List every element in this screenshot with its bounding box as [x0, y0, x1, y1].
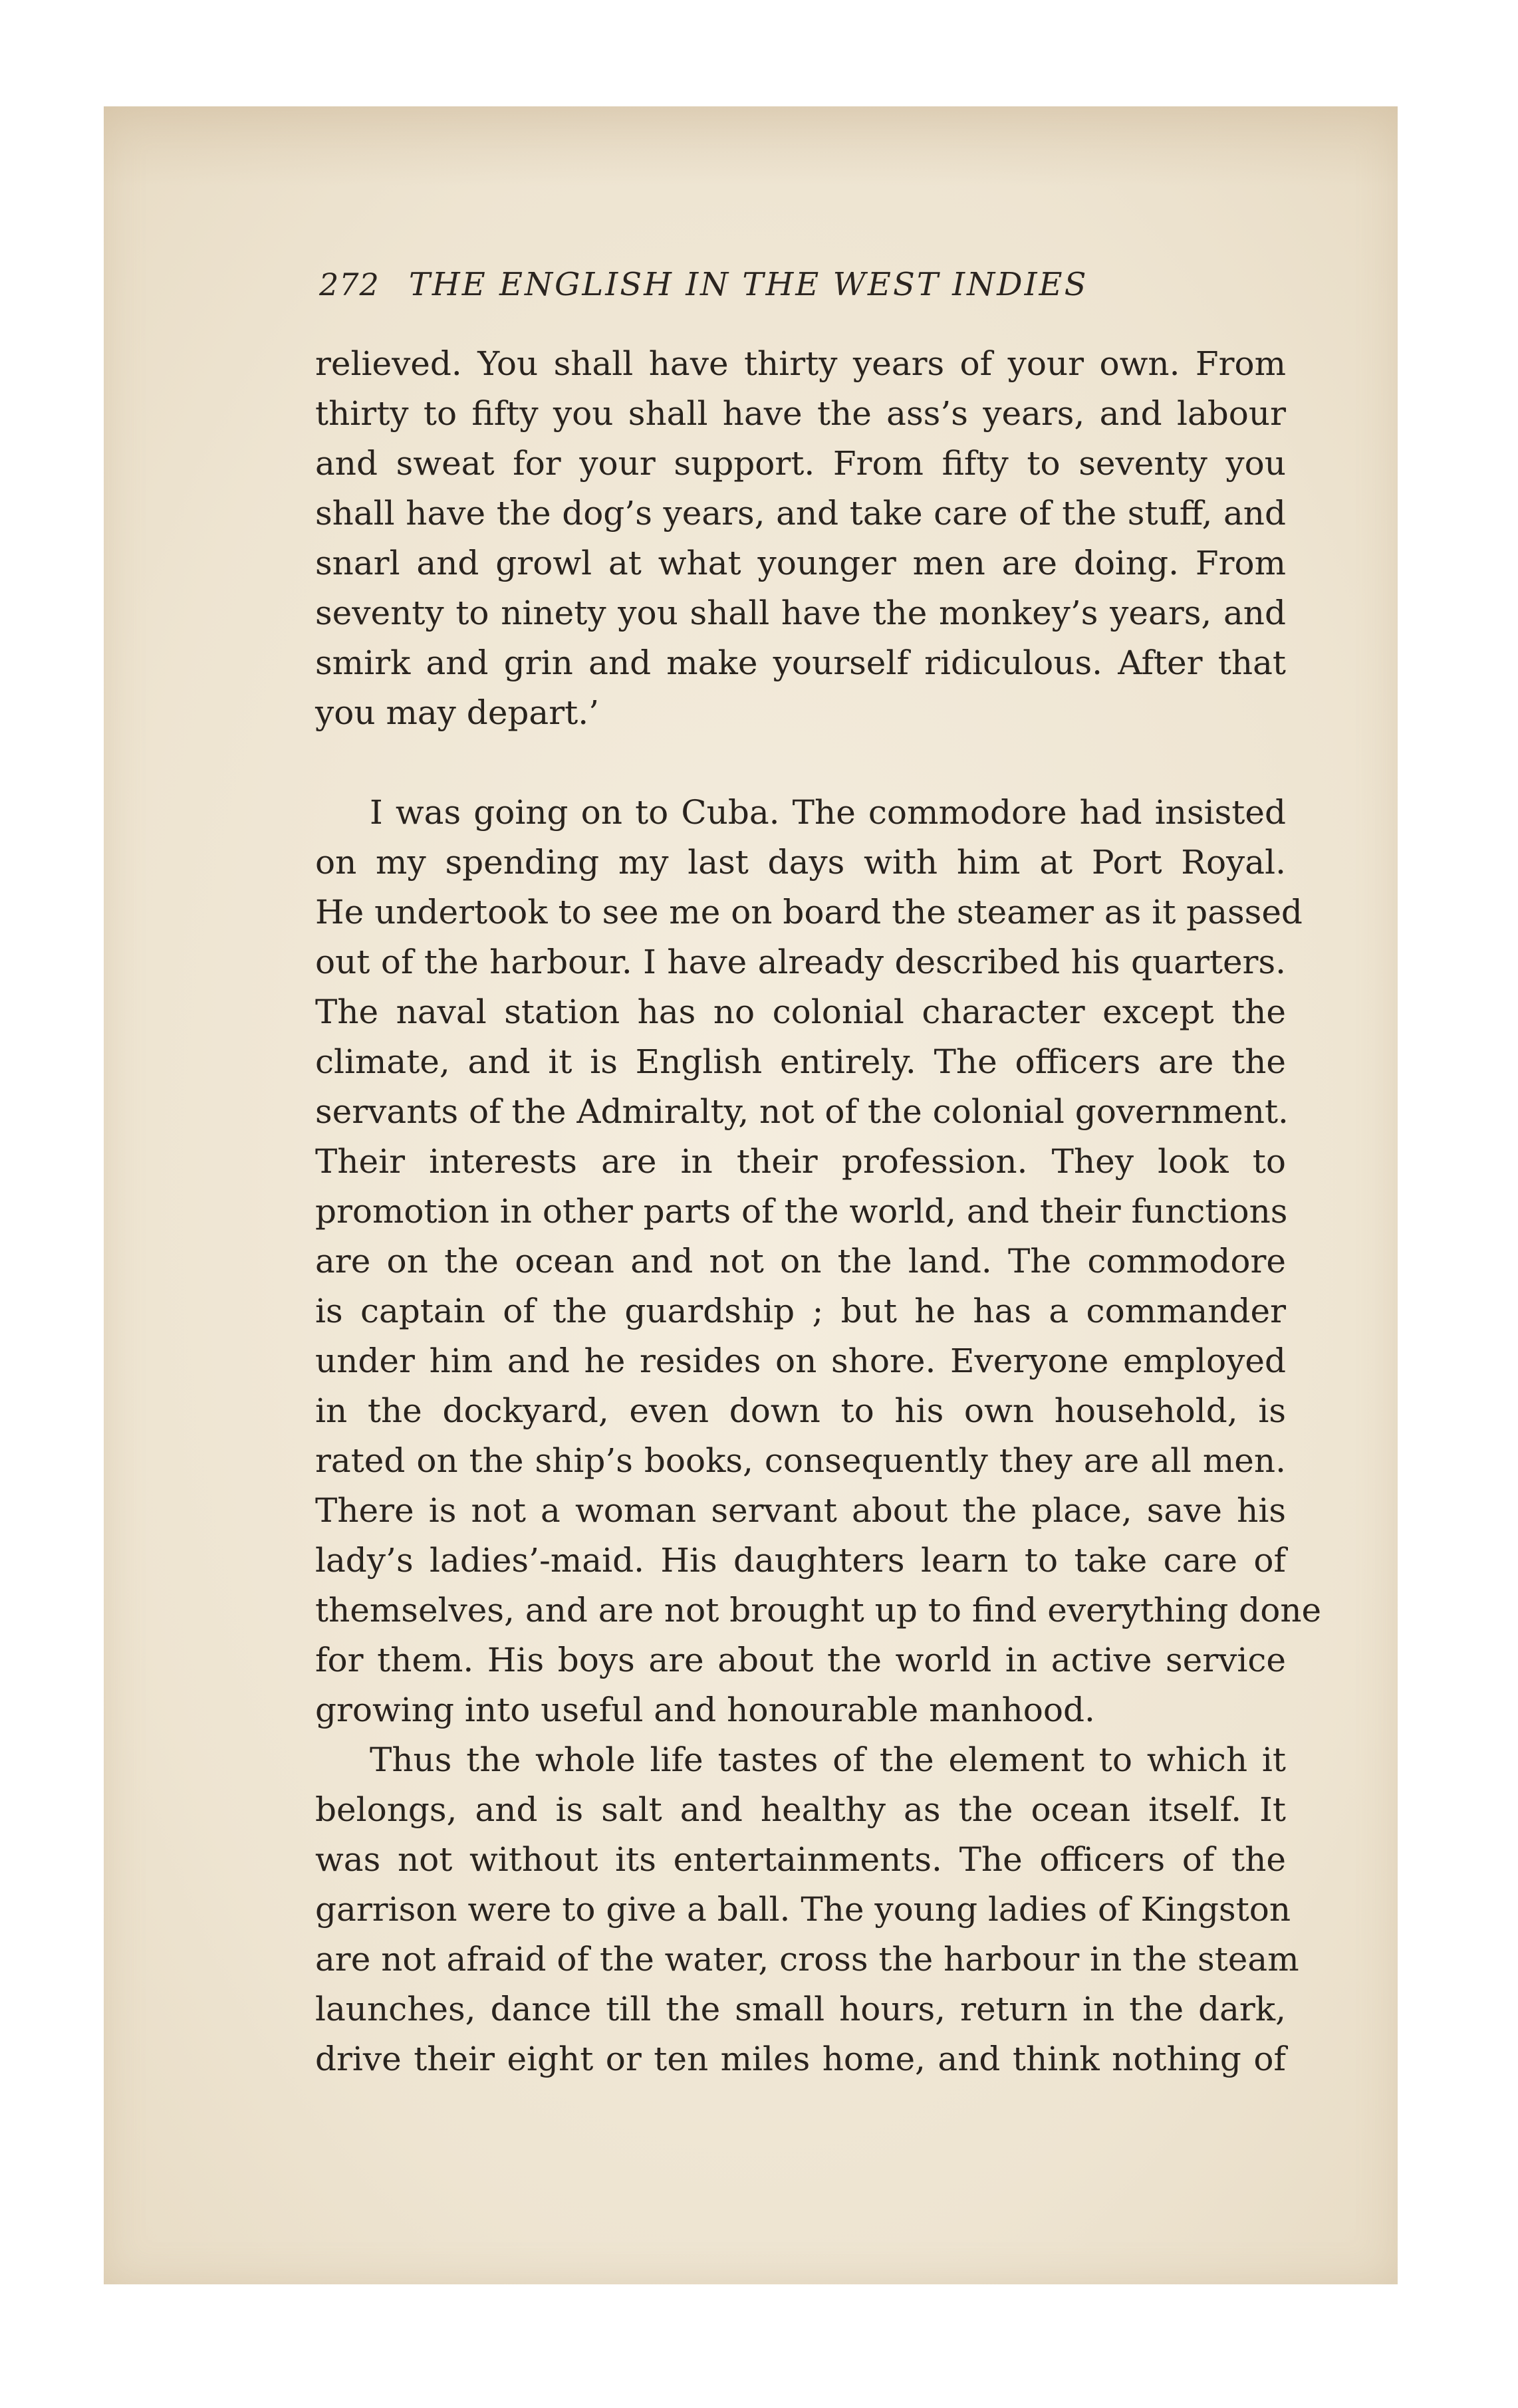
page-number: 272: [319, 267, 380, 302]
text-line: for them. His boys are about the world in active service: [315, 1641, 1286, 1679]
paragraph-3: [315, 1735, 1299, 2084]
text-line: belongs, and is salt and healthy as the ocean itself. It: [315, 1790, 1286, 1829]
text-line: He undertook to see me on board the steamer as it passed: [315, 893, 1303, 931]
text-line: launches, dance till the small hours, return in the dark,: [315, 1990, 1286, 2028]
text-line: climate, and it is English entirely. The officers are the: [315, 1042, 1286, 1081]
paragraph-gap: [315, 738, 1286, 788]
text-line: I was going on to Cuba. The commodore had insisted: [370, 793, 1286, 832]
text-line: out of the harbour. I have already described his quarters.: [315, 943, 1286, 981]
running-title: THE ENGLISH IN THE WEST INDIES: [408, 266, 1088, 303]
text-line: was not without its entertainments. The officers of the: [315, 1840, 1286, 1879]
paragraph-2: [315, 788, 1322, 1735]
text-line: servants of the Admiralty, not of the colonial government.: [315, 1092, 1289, 1131]
text-line: themselves, and are not brought up to find everything done: [315, 1591, 1322, 1629]
text-line: drive their eight or ten miles home, and think nothing of: [315, 2040, 1286, 2078]
running-head: [319, 266, 1297, 312]
text-line: shall have the dog’s years, and take care of the stuff, and: [315, 494, 1286, 533]
text-line: are not afraid of the water, cross the harbour in the steam: [315, 1940, 1299, 1979]
text-line: The naval station has no colonial character except the: [315, 993, 1286, 1031]
text-line: on my spending my last days with him at Port Royal.: [315, 843, 1286, 882]
text-line: There is not a woman servant about the place, save his: [315, 1491, 1286, 1530]
body-text: [315, 339, 1322, 2084]
text-line: growing into useful and honourable manhood.: [315, 1691, 1095, 1729]
text-line: smirk and grin and make yourself ridiculous. After that: [315, 644, 1286, 682]
text-line: thirty to fifty you shall have the ass’s years, and labour: [315, 394, 1286, 433]
text-line: in the dockyard, even down to his own household, is: [315, 1391, 1286, 1430]
paragraph-1: [315, 339, 1286, 738]
text-line: garrison were to give a ball. The young ladies of Kingston: [315, 1890, 1291, 1929]
text-line: are on the ocean and not on the land. The commodore: [315, 1242, 1286, 1280]
text-line: snarl and growl at what younger men are doing. From: [315, 544, 1286, 582]
text-line: relieved. You shall have thirty years of your own. From: [315, 344, 1286, 383]
text-line: seventy to ninety you shall have the monkey’s years, and: [315, 594, 1286, 632]
text-line: is captain of the guardship ; but he has a commander: [315, 1292, 1286, 1330]
text-line: Their interests are in their profession. They look to: [315, 1142, 1286, 1181]
text-line: rated on the ship’s books, consequently they are all men.: [315, 1441, 1286, 1480]
text-line: Thus the whole life tastes of the element to which it: [370, 1741, 1286, 1779]
text-line: lady’s ladies’-maid. His daughters learn to take care of: [315, 1541, 1286, 1580]
text-line: promotion in other parts of the world, and their functions: [315, 1192, 1288, 1231]
text-line: under him and he resides on shore. Everyone employed: [315, 1342, 1286, 1380]
text-line: you may depart.’: [315, 693, 600, 732]
text-line: and sweat for your support. From fifty to seventy you: [315, 444, 1286, 483]
